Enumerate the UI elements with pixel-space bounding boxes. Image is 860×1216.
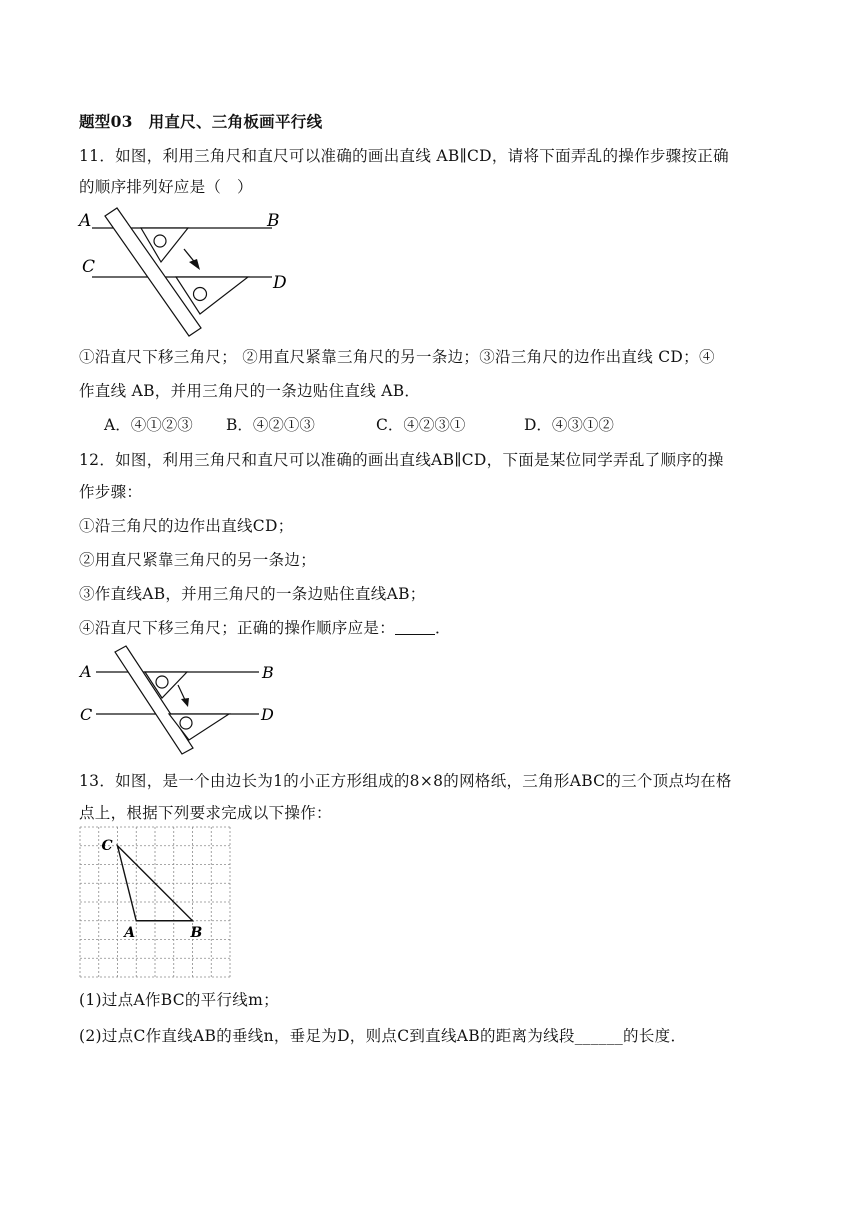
label-a: A	[79, 211, 92, 231]
q13-part1: (1)过点A作BC的平行线m；	[79, 991, 279, 1009]
label-b: B	[267, 211, 280, 231]
arrow-head-icon	[181, 698, 189, 707]
triangle-lower-hole	[180, 717, 192, 729]
option-d[interactable]: D．④③①②	[524, 416, 614, 434]
label-d: D	[261, 705, 274, 724]
q12-stem-line2: 作步骤：	[79, 483, 143, 501]
ruler	[105, 208, 201, 336]
label-c: C	[82, 257, 96, 277]
answer-blank[interactable]	[395, 618, 435, 635]
q12-step2: ②用直尺紧靠三角尺的另一条边；	[79, 551, 317, 569]
triangle-lower-hole	[194, 288, 207, 301]
q11-steps-line1: ①沿直尺下移三角尺； ②用直尺紧靠三角尺的另一条边；③沿三角尺的边作出直线 CD；④	[79, 348, 715, 366]
q13-part2: (2)过点C作直线AB的垂线n，垂足为D，则点C到直线AB的距离为线段______的长度．	[79, 1027, 687, 1045]
label-a: A	[124, 924, 136, 941]
label-d: D	[273, 273, 287, 293]
q11-figure	[76, 202, 296, 342]
q13-stem-line1: 13．如图，是一个由边长为1的小正方形组成的8×8的网格纸，三角形ABC的三个顶点均在格	[79, 772, 732, 790]
q13-grid-figure	[78, 825, 233, 980]
section-title: 题型03 用直尺、三角板画平行线	[79, 112, 323, 131]
label-c: C	[80, 705, 93, 724]
q11-stem-line1: 11．如图，利用三角尺和直尺可以准确的画出直线 AB∥CD，请将下面弄乱的操作步骤按正确	[79, 147, 729, 165]
option-b[interactable]: B．④②①③	[226, 416, 315, 434]
q12-step4: ④沿直尺下移三角尺；正确的操作顺序应是：	[79, 619, 396, 637]
label-a: A	[80, 662, 92, 681]
q12-step4-line	[79, 617, 451, 639]
option-a[interactable]: A．④①②③	[104, 416, 193, 434]
q13-stem-line2: 点上，根据下列要求完成以下操作：	[79, 804, 332, 822]
label-b: B	[262, 663, 274, 682]
q12-step3: ③作直线AB，并用三角尺的一条边贴住直线AB；	[79, 585, 426, 603]
q12-stem-line1: 12．如图，利用三角尺和直尺可以准确的画出直线AB∥CD，下面是某位同学弄乱了顺序的操	[79, 451, 724, 469]
q11-stem-line2: 的顺序排列好应是（ ）	[79, 178, 253, 196]
label-c: C	[101, 837, 113, 854]
ruler	[115, 646, 193, 754]
option-c[interactable]: C．④②③①	[376, 416, 466, 434]
q12-step1: ①沿三角尺的边作出直线CD；	[79, 517, 294, 535]
arrow-head-icon	[189, 259, 200, 270]
triangle-upper-hole	[154, 235, 166, 247]
q11-steps-line2: 作直线 AB，并用三角尺的一条边贴住直线 AB．	[79, 382, 421, 400]
triangle-upper-hole	[156, 676, 168, 688]
q12-step4-end: ．	[435, 619, 451, 637]
label-b: B	[190, 924, 203, 941]
q12-figure	[76, 644, 286, 759]
